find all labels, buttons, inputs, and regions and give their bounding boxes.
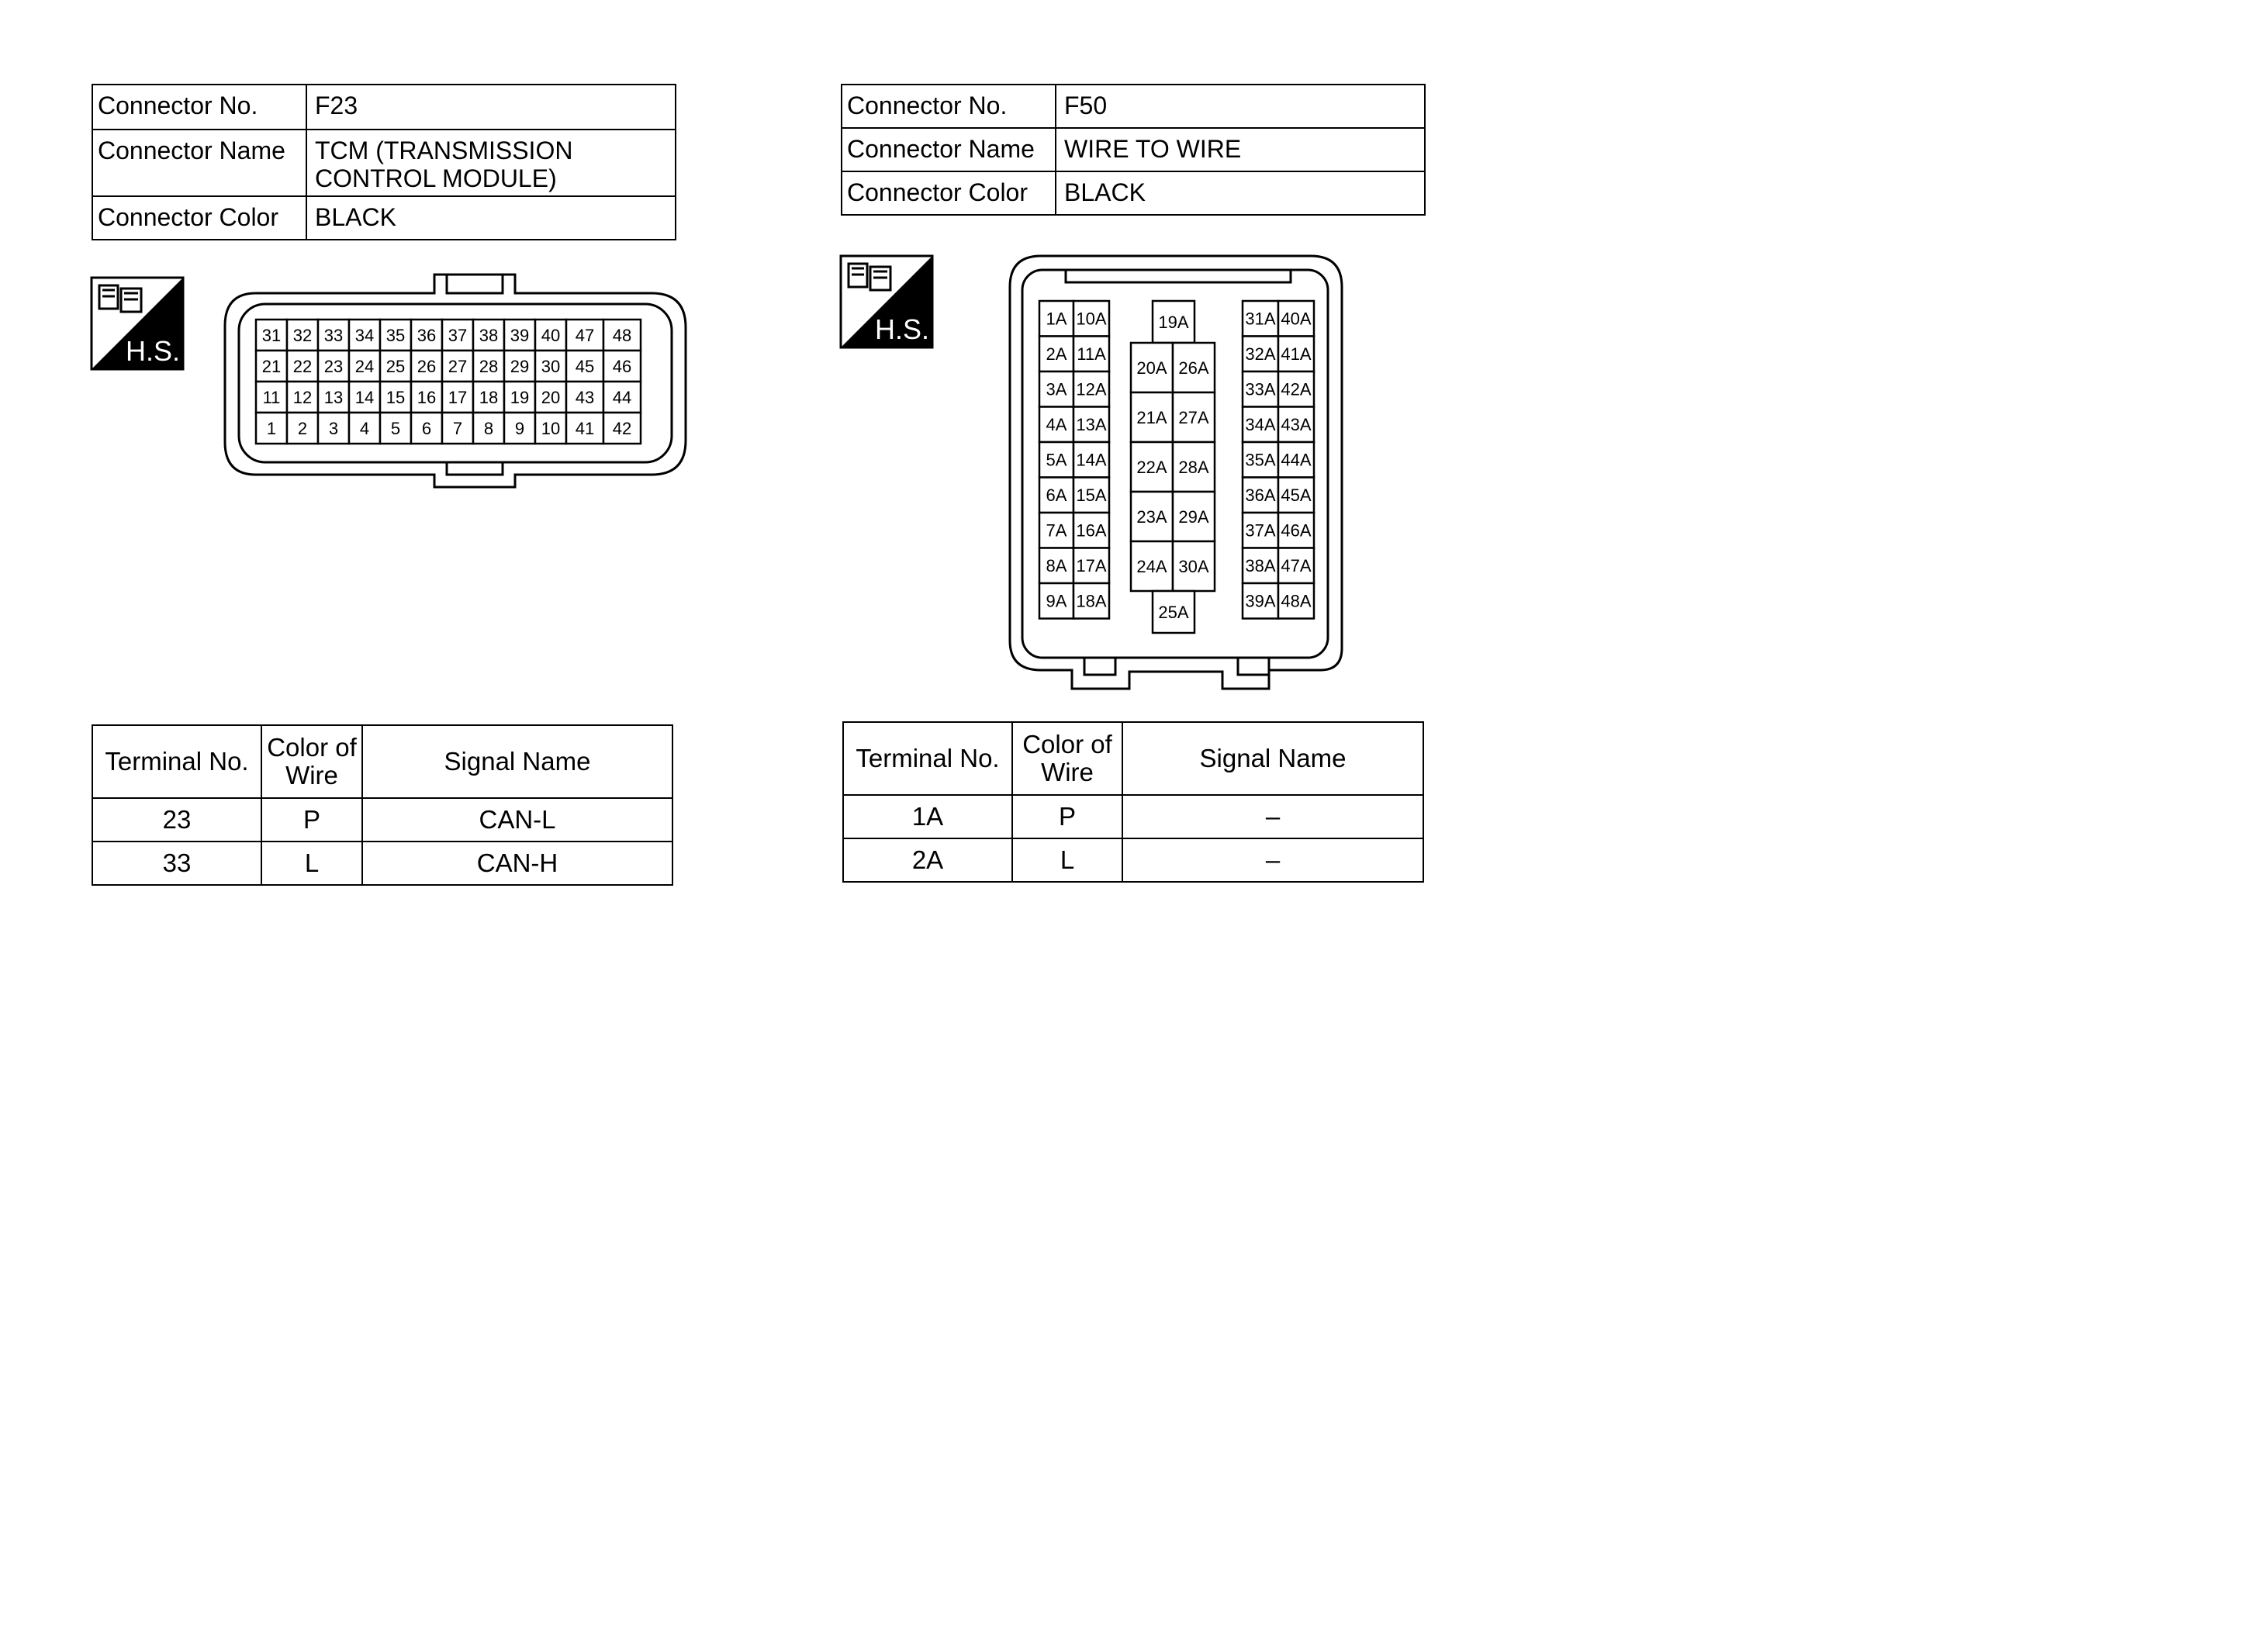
table-row (92, 842, 672, 885)
f50-terminal-table (842, 721, 1424, 883)
pin-label: 21A (1136, 407, 1167, 427)
hs-label: H.S. (126, 335, 181, 367)
table-cell: 23 (92, 798, 261, 842)
pin-label: 31A (1245, 309, 1276, 329)
pin-label: 15 (385, 387, 406, 407)
pin-label: 42 (612, 418, 632, 438)
info-key: Connector Color (92, 196, 306, 240)
pin-label: 34 (354, 325, 375, 345)
pin-label: 7 (452, 418, 463, 438)
f50-pin-grid (1039, 301, 1314, 633)
pin-label: 41 (575, 418, 595, 438)
pin-label: 33 (323, 325, 344, 345)
pin-label: 24A (1136, 556, 1167, 576)
info-key: Connector Color (842, 171, 1056, 215)
pin-label: 8 (483, 418, 494, 438)
pin-label: 2 (297, 418, 308, 438)
pin-label: 18 (479, 387, 499, 407)
pin-label: 40 (541, 325, 561, 345)
pin-label: 41A (1281, 344, 1312, 365)
pin-label: 1 (266, 418, 277, 438)
info-key: Connector No. (92, 85, 306, 130)
f23-connector-face (225, 275, 686, 487)
pin-label: 32 (292, 325, 313, 345)
pin-label: 30 (541, 356, 561, 376)
pin-label: 40A (1281, 309, 1312, 329)
pin-label: 38A (1245, 556, 1276, 576)
info-value: F50 (1056, 85, 1425, 128)
pin-label: 23A (1136, 506, 1167, 527)
pin-label: 18A (1076, 591, 1107, 611)
pin-label: 1A (1046, 309, 1067, 329)
pin-label: 20 (541, 387, 561, 407)
info-value: BLACK (1056, 171, 1425, 215)
pin-label: 38 (479, 325, 499, 345)
pin-label: 15A (1076, 486, 1107, 506)
table-row (92, 798, 672, 842)
pin-label: 3 (328, 418, 339, 438)
pin-label: 22 (292, 356, 313, 376)
pin-label: 29A (1178, 506, 1209, 527)
info-key: Connector Name (842, 128, 1056, 171)
pin-label: 23 (323, 356, 344, 376)
f23-pin-grid (256, 320, 641, 444)
pin-label: 11 (262, 387, 281, 407)
table-cell: P (261, 798, 362, 842)
pin-label: 30A (1178, 556, 1209, 576)
pin-label: 12 (292, 387, 313, 407)
pin-label: 43A (1281, 415, 1312, 435)
pin-label: 37A (1245, 520, 1276, 541)
pin-label: 2A (1046, 344, 1067, 365)
pin-label: 14 (354, 387, 375, 407)
pin-label: 21 (261, 356, 282, 376)
pin-label: 11A (1077, 344, 1106, 365)
pin-label: 10 (541, 418, 561, 438)
info-key: Connector Name (92, 130, 306, 196)
f23-terminal-table (92, 724, 673, 886)
col-header: Terminal No. (92, 725, 261, 798)
pin-label: 4A (1046, 415, 1067, 435)
table-cell: 2A (843, 838, 1012, 882)
pin-label: 9 (514, 418, 525, 438)
pin-label: 33A (1245, 379, 1276, 399)
pin-label: 25A (1158, 602, 1189, 622)
pin-label: 27 (448, 356, 468, 376)
pin-label: 28 (479, 356, 499, 376)
info-value: TCM (TRANSMISSION CONTROL MODULE) (306, 130, 676, 196)
pin-label: 42A (1281, 379, 1312, 399)
pin-label: 27A (1178, 407, 1209, 427)
pin-label: 29 (510, 356, 530, 376)
pin-label: 12A (1076, 379, 1107, 399)
info-value: WIRE TO WIRE (1056, 128, 1425, 171)
pin-label: 47 (575, 325, 595, 345)
pin-label: 22A (1136, 457, 1167, 477)
info-key: Connector No. (842, 85, 1056, 128)
table-cell: – (1122, 838, 1423, 882)
pin-label: 36A (1245, 486, 1276, 506)
col-header: Terminal No. (843, 722, 1012, 795)
pin-label: 9A (1046, 591, 1067, 611)
pin-label: 46 (612, 356, 632, 376)
pin-label: 24 (354, 356, 375, 376)
hs-label: H.S. (875, 313, 930, 345)
pin-label: 39A (1245, 591, 1276, 611)
pin-label: 17A (1076, 556, 1107, 576)
pin-label: 6A (1046, 486, 1067, 506)
table-row (843, 795, 1423, 838)
pin-label: 13A (1076, 415, 1107, 435)
table-cell: 33 (92, 842, 261, 885)
f50-connector-face (1010, 256, 1342, 689)
pin-label: 32A (1245, 344, 1276, 365)
pin-label: 13 (323, 387, 344, 407)
table-cell: L (1012, 838, 1122, 882)
table-cell: L (261, 842, 362, 885)
pin-label: 48A (1281, 591, 1312, 611)
pin-label: 19 (510, 387, 530, 407)
pin-label: 44A (1281, 450, 1312, 470)
pin-label: 7A (1046, 520, 1067, 541)
info-value: F23 (306, 85, 676, 130)
table-cell: CAN-H (362, 842, 672, 885)
pin-label: 25 (385, 356, 406, 376)
col-header: Signal Name (362, 725, 672, 798)
pin-label: 8A (1046, 556, 1067, 576)
pin-label: 10A (1076, 309, 1107, 329)
pin-label: 48 (612, 325, 632, 345)
table-cell: P (1012, 795, 1122, 838)
pin-label: 4 (359, 418, 370, 438)
table-row (843, 838, 1423, 882)
pin-label: 45 (575, 356, 595, 376)
info-value: BLACK (306, 196, 676, 240)
table-cell: CAN-L (362, 798, 672, 842)
pin-label: 34A (1245, 415, 1276, 435)
pin-label: 6 (421, 418, 432, 438)
pin-label: 3A (1046, 379, 1067, 399)
pin-label: 35 (385, 325, 406, 345)
pin-label: 19A (1158, 312, 1189, 332)
pin-label: 44 (612, 387, 632, 407)
pin-label: 14A (1076, 450, 1107, 470)
pin-label: 43 (575, 387, 595, 407)
pin-label: 37 (448, 325, 468, 345)
pin-label: 20A (1136, 358, 1167, 378)
pin-label: 5 (390, 418, 401, 438)
pin-label: 45A (1281, 486, 1312, 506)
pin-label: 36 (417, 325, 437, 345)
pin-label: 39 (510, 325, 530, 345)
table-cell: – (1122, 795, 1423, 838)
pin-label: 47A (1281, 556, 1312, 576)
pin-label: 35A (1245, 450, 1276, 470)
pin-label: 28A (1178, 457, 1209, 477)
pin-label: 26 (417, 356, 437, 376)
pin-label: 26A (1178, 358, 1209, 378)
pin-label: 16A (1076, 520, 1107, 541)
col-header: Color of Wire (1012, 722, 1122, 795)
pin-label: 17 (448, 387, 468, 407)
col-header: Signal Name (1122, 722, 1423, 795)
pin-label: 5A (1046, 450, 1067, 470)
pin-label: 16 (417, 387, 437, 407)
pin-label: 31 (261, 325, 282, 345)
pin-label: 46A (1281, 520, 1312, 541)
col-header: Color of Wire (261, 725, 362, 798)
table-cell: 1A (843, 795, 1012, 838)
